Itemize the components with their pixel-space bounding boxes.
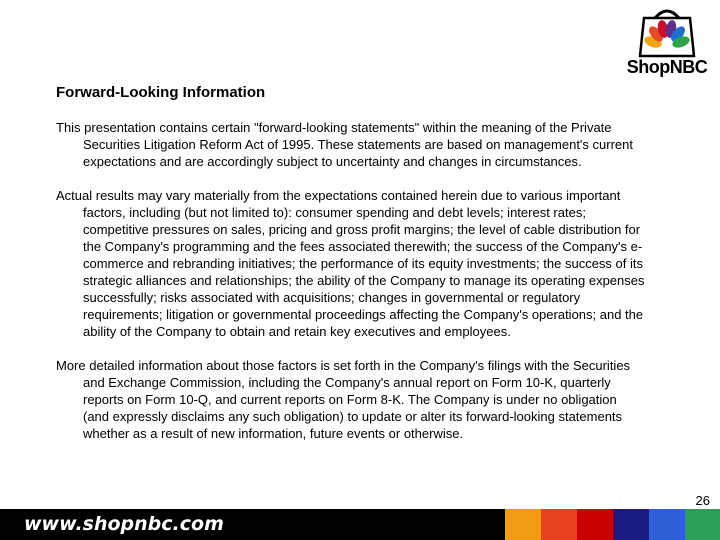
shopping-bag-peacock-icon: [622, 4, 712, 60]
stripe-navy: [613, 509, 649, 540]
stripe-red-orange: [541, 509, 577, 540]
stripe-red: [577, 509, 613, 540]
footer-bar: [0, 509, 720, 540]
logo-wordmark: ShopNBC: [626, 57, 708, 77]
paragraph-forward-looking: This presentation contains certain "forward-looking statements" within the meaning of the Private Securities Litigation Reform Act of 1995. These statements are based on management's current expectations and are accordingly subject to uncertainty and changes in circumstances.: [56, 120, 633, 169]
color-stripes: [505, 509, 720, 540]
paragraph-sec-filings: More detailed information about those factors is set forth in the Company's filings with the Securities and Exchange Commission, including the Company's annual report on Form 10-K, quarterly reports on Form 10-Q, and current reports on Form 8-K. The Company is under no obligation (and expressly disclaims any such obligation) to update or alter its forward-looking statements whether as a result of new information, future events or otherwise.: [56, 358, 631, 441]
stripe-orange: [505, 509, 541, 540]
paragraph-risk-factors: Actual results may vary materially from the expectations contained herein due to various important factors, including (but not limited to): consumer spending and debt levels; interest rates; competitive pressures on sales, pricing and gross profit margins; the level of cable distribution for the Company's programming and the fees associated therewith; the success of the Company's e-commerce and rebranding initiatives; the performance of its equity investments; the success of its strategic alliances and relationships; the ability of the Company to manage its operating expenses successfully; risks associated with acquisitions; changes in governmental or regulatory requirements; litigation or governmental proceedings affecting the Company's operations; and the ability of the Company to obtain and retain key executives and employees.: [56, 188, 645, 339]
page-title: Forward-Looking Information: [56, 84, 266, 101]
footer-url: www.shopnbc.com: [24, 513, 224, 535]
shopnbc-logo: [622, 4, 712, 80]
body-text: [56, 119, 646, 459]
page-number: 26: [695, 493, 710, 508]
stripe-green: [685, 509, 720, 540]
stripe-blue: [649, 509, 685, 540]
